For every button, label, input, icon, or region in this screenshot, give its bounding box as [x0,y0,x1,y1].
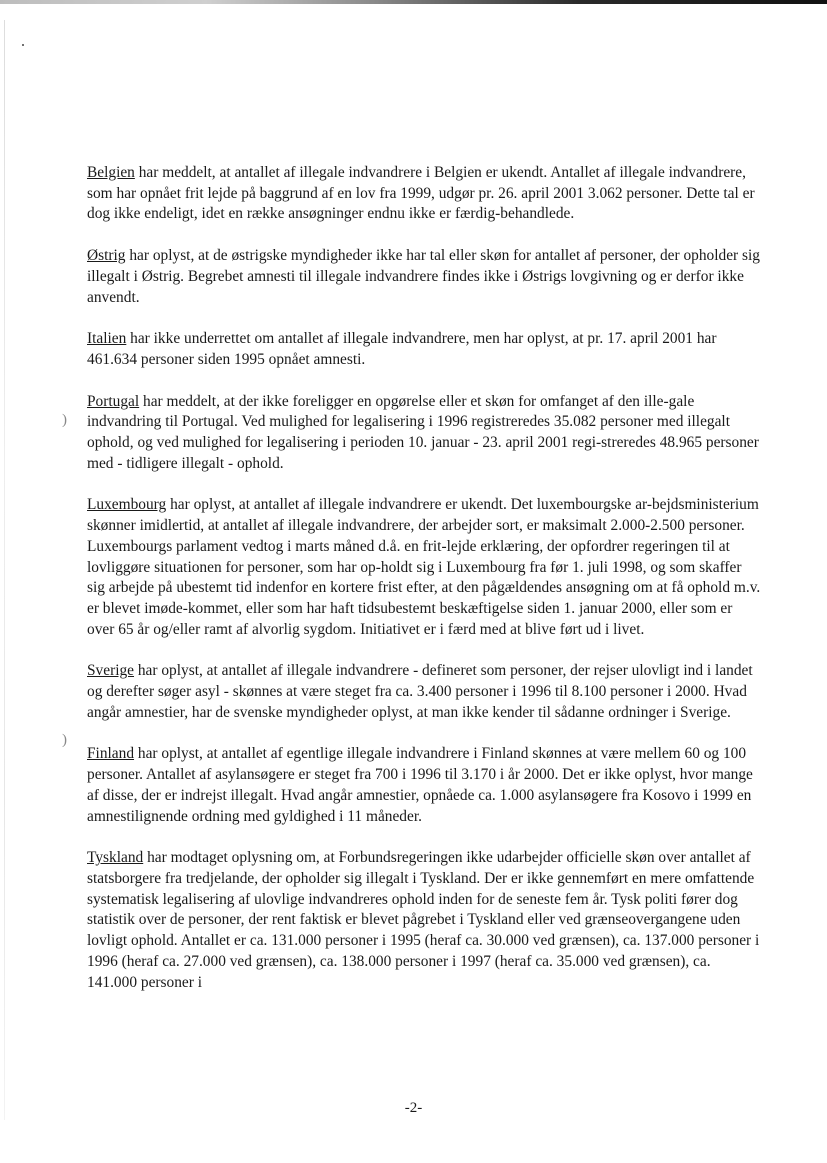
paragraph-text: har oplyst, at antallet af illegale indvandrere - defineret som personer, der rejser ulovligt ind i landet og derefter søger asyl - skønnes at være steget fra ca. 3.400 personer i 1996 til 8.100 personer i 2000. Hvad angår amnestier, har de svenske myndigheder oplyst, at man ikke kender til sådanne ordninger i Sverige. [87,662,753,721]
paragraph-text: har oplyst, at de østrigske myndigheder ikke har tal eller skøn for antallet af personer, der opholder sig illegalt i Østrig. Begrebet amnesti til illegale indvandrere findes ikke i Østrigs lovgivning og er derfor ikke anvendt. [87,247,760,306]
paragraph-text: har ikke underrettet om antallet af illegale indvandrere, men har oplyst, at pr. 17. april 2001 har 461.634 personer siden 1995 opnået amnesti. [87,330,717,368]
scan-edge-top [0,0,827,4]
paragraph-text: har oplyst, at antallet af illegale indvandrere er ukendt. Det luxembourgske ar-bejdsministerium skønner imidlertid, at antallet af illegale indvandrere, der arbejder sort, er maksimalt 2.000-2.500 personer. Luxembourgs parlament vedtog i marts måned d.å. en frit-lejde erklæring, der opfordrer regeringen til at lovliggøre situationen for personer, som har op-holdt sig i Luxembourg fra før 1. juli 1998, og som skaffer sig arbejde på ubestemt tid indenfor en kortere frist efter, at den pågældendes ansøgning om at få ophold m.v. er blevet imøde-kommet, eller som har haft tidsubestemt beskæftigelse siden 1. januar 2000, eller som er over 65 år og/eller ramt af alvorlig sygdom. Initiativet er i færd med at blive ført ud i livet. [87,496,761,638]
scan-bracket-mark: ) [62,732,67,748]
country-name: Belgien [87,164,135,181]
scan-edge-left [4,20,5,1120]
country-name: Sverige [87,662,135,680]
paragraph-luxembourg [87,495,763,640]
paragraph-italien [87,329,763,370]
paragraph-ostrig [87,246,763,308]
paragraph-sverige [87,661,763,723]
paragraph-finland [87,744,763,827]
country-name: Luxembourg [87,496,167,514]
document-body [87,163,763,1014]
paragraph-tyskland [87,848,763,993]
paragraph-text: har modtaget oplysning om, at Forbundsregeringen ikke udarbejder officielle skøn over antallet af statsborgere fra tredjelande, der opholder sig illegalt i Tyskland. Der er ikke gennemført en mere omfattende systematisk legalisering af ulovlige indvandreres ophold inden for de seneste fem år. Tysk politi fører dog statistik over de personer, der rent faktisk er blevet pågrebet i Tyskland eller ved grænseovergangene uden lovligt ophold. Antallet er ca. 131.000 personer i 1995 (heraf ca. 30.000 ved grænsen), ca. 137.000 personer i 1996 (heraf ca. 27.000 ved grænsen), ca. 138.000 personer i 1997 (heraf ca. 35.000 ved grænsen), ca. 141.000 personer i [87,849,760,991]
scan-bracket-mark: ) [62,412,67,428]
country-name: Portugal [87,392,140,410]
paragraph-belgien [87,163,763,225]
paragraph-text: har meddelt, at antallet af illegale indvandrere i Belgien er ukendt. Antallet af illegale indvandrere, som har opnået frit lejde på baggrund af en lov fra 1999, udgør pr. 26. april 2001 3.062 personer. Dette tal er dog ikke endeligt, idet en række ansøgninger endnu ikke er færdig-behandlede. [87,164,755,223]
scan-speck [22,44,24,46]
paragraph-portugal [87,392,763,475]
country-name: Finland [87,745,135,763]
paragraph-text: har oplyst, at antallet af egentlige illegale indvandrere i Finland skønnes at være mellem 60 og 100 personer. Antallet af asylansøgere er steget fra 700 i 1996 til 3.170 i år 2000. Det er ikke oplyst, hvor mange af disse, der er indrejst illegalt. Hvad angår amnestier, opnåede ca. 1.000 asylansøgere fra Kosovo i 1999 en amnestilignende ordning med gyldighed i 11 måneder. [87,745,753,825]
paragraph-text: har meddelt, at der ikke foreligger en opgørelse eller et skøn for omfanget af den ille-gale indvandring til Portugal. Ved mulighed for legalisering i 1996 registreredes 35.082 personer med illegalt ophold, og ved mulighed for legalisering i perioden 10. januar - 23. april 2001 regi-streredes 48.965 personer med - tidligere illegalt - ophold. [87,392,759,472]
country-name: Tyskland [87,849,144,867]
country-name: Østrig [87,247,126,265]
page-number: -2- [404,1100,423,1116]
country-name: Italien [87,330,127,348]
